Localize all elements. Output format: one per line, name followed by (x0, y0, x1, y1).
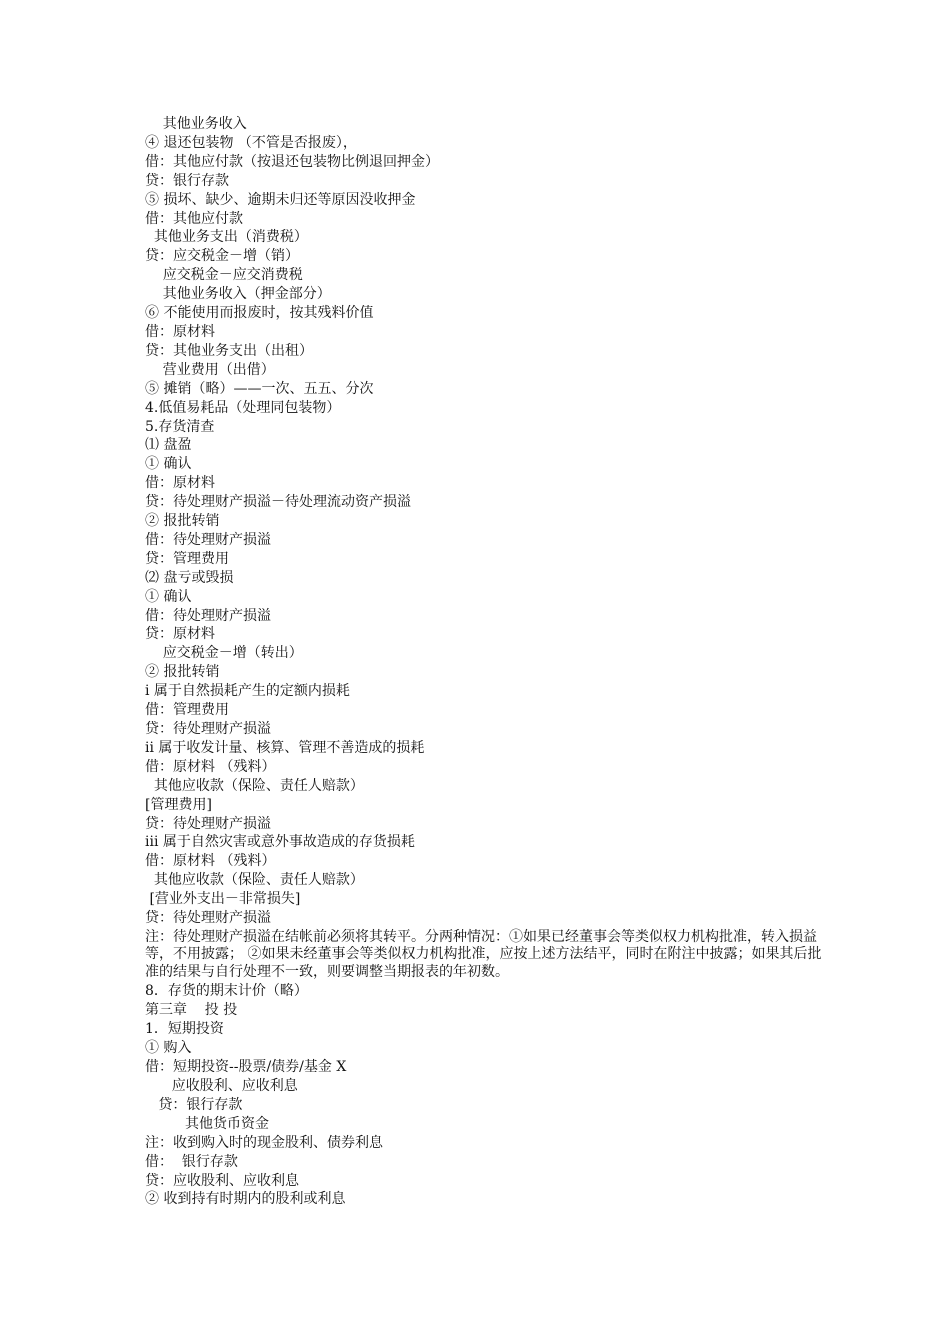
text-line: ② 报批转销 (145, 664, 220, 681)
text-line: 应收股利、应收利息 (145, 1078, 298, 1094)
text-line: 借：原材料 (145, 323, 215, 340)
text-line: 贷：应收股利、应收利息 (145, 1172, 299, 1189)
text-line: ⑴ 盘盈 (145, 437, 192, 454)
section-heading: 1．短期投资 (145, 1021, 224, 1038)
text-line: [管理费用] (145, 796, 212, 813)
text-line: 借：管理费用 (145, 702, 229, 719)
text-line: 贷：其他业务支出（出租） (145, 342, 313, 359)
text-line: 贷：待处理财产损溢 (145, 721, 271, 737)
text-line: ① 购入 (145, 1040, 192, 1057)
text-line: 贷：银行存款 (145, 1096, 243, 1113)
text-line: 借：待处理财产损溢 (145, 607, 271, 624)
section-heading: 5.存货清查 (145, 418, 215, 435)
text-line: ② 报批转销 (145, 513, 220, 530)
text-line: 贷：待处理财产损溢 (145, 910, 271, 927)
text-line: 应交税金－增（转出） (145, 645, 303, 662)
text-line: 贷：原材料 (145, 626, 215, 643)
text-line: 借：其他应付款 (145, 210, 243, 227)
text-line: 借：原材料 （残料） (145, 853, 276, 870)
text-line: 其他应收款（保险、责任人赔款） (145, 872, 364, 889)
text-line: [营业外支出－非常损失] (145, 891, 301, 908)
text-line: 其他货币资金 (145, 1115, 270, 1132)
text-line: 其他业务支出（消费税） (145, 229, 308, 246)
text-line: 注：收到购入时的现金股利、债券利息 (145, 1134, 383, 1151)
text-line: 其他业务收入（押金部分） (145, 286, 331, 303)
text-line: 借：其他应付款（按退还包装物比例退回押金） (145, 153, 439, 170)
text-line: 贷：银行存款 (145, 172, 229, 189)
text-line: 贷：管理费用 (145, 550, 229, 567)
text-line: i 属于自然损耗产生的定额内损耗 (145, 683, 350, 700)
text-line: 借：原材料 （残料） (145, 758, 276, 775)
note-paragraph: 注：待处理财产损溢在结帐前必须将其转平。分两种情况：①如果已经董事会等类似权力机构批准，转入损益等，不用披露； ②如果未经董事会等类似权力机构批准，应按上述方法结平，同时在附注中披露；如果其后批准的结果与自行处理不一致，则要调整当期报表的年初数。 (145, 928, 822, 980)
text-line: ① 确认 (145, 588, 192, 605)
text-line: iii 属于自然灾害或意外事故造成的存货损耗 (145, 834, 415, 851)
text-line: 营业费用（出借） (145, 361, 275, 378)
text-line: 其他应收款（保险、责任人赔款） (145, 777, 364, 794)
text-line: ⑤ 摊销（略）——一次、五五、分次 (145, 380, 374, 397)
text-line: ① 确认 (145, 456, 192, 473)
text-line: 借：待处理财产损溢 (145, 531, 271, 548)
text-line: ⑥ 不能使用而报废时，按其残料价值 (145, 305, 374, 322)
text-line: ⑵ 盘亏或毁损 (145, 569, 234, 586)
document-body (145, 115, 825, 1209)
text-line: ② 收到持有时期内的股利或利息 (145, 1191, 346, 1208)
text-line: ④ 退还包装物 （不管是否报废）， (145, 134, 357, 151)
text-line: 其他业务收入 (145, 116, 247, 132)
text-line: 应交税金－应交消费税 (145, 267, 303, 284)
text-line: 贷：待处理财产损溢－待处理流动资产损溢 (145, 494, 411, 511)
text-line: 贷：待处理财产损溢 (145, 815, 271, 832)
text-line: 借：短期投资--股票/债券/基金 X (145, 1059, 347, 1076)
section-heading: 4.低值易耗品（处理同包装物） (145, 399, 341, 416)
chapter-heading: 第三章 投 投 (145, 1002, 238, 1019)
text-line: ⑤ 损坏、缺少、逾期未归还等原因没收押金 (145, 191, 416, 208)
text-line: 借：原材料 (145, 475, 215, 492)
text-line: 贷：应交税金－增（销） (145, 248, 299, 265)
text-line: ii 属于收发计量、核算、管理不善造成的损耗 (145, 739, 425, 756)
section-heading: 8．存货的期末计价（略） (145, 983, 308, 1000)
text-line: 借： 银行存款 (145, 1153, 238, 1170)
